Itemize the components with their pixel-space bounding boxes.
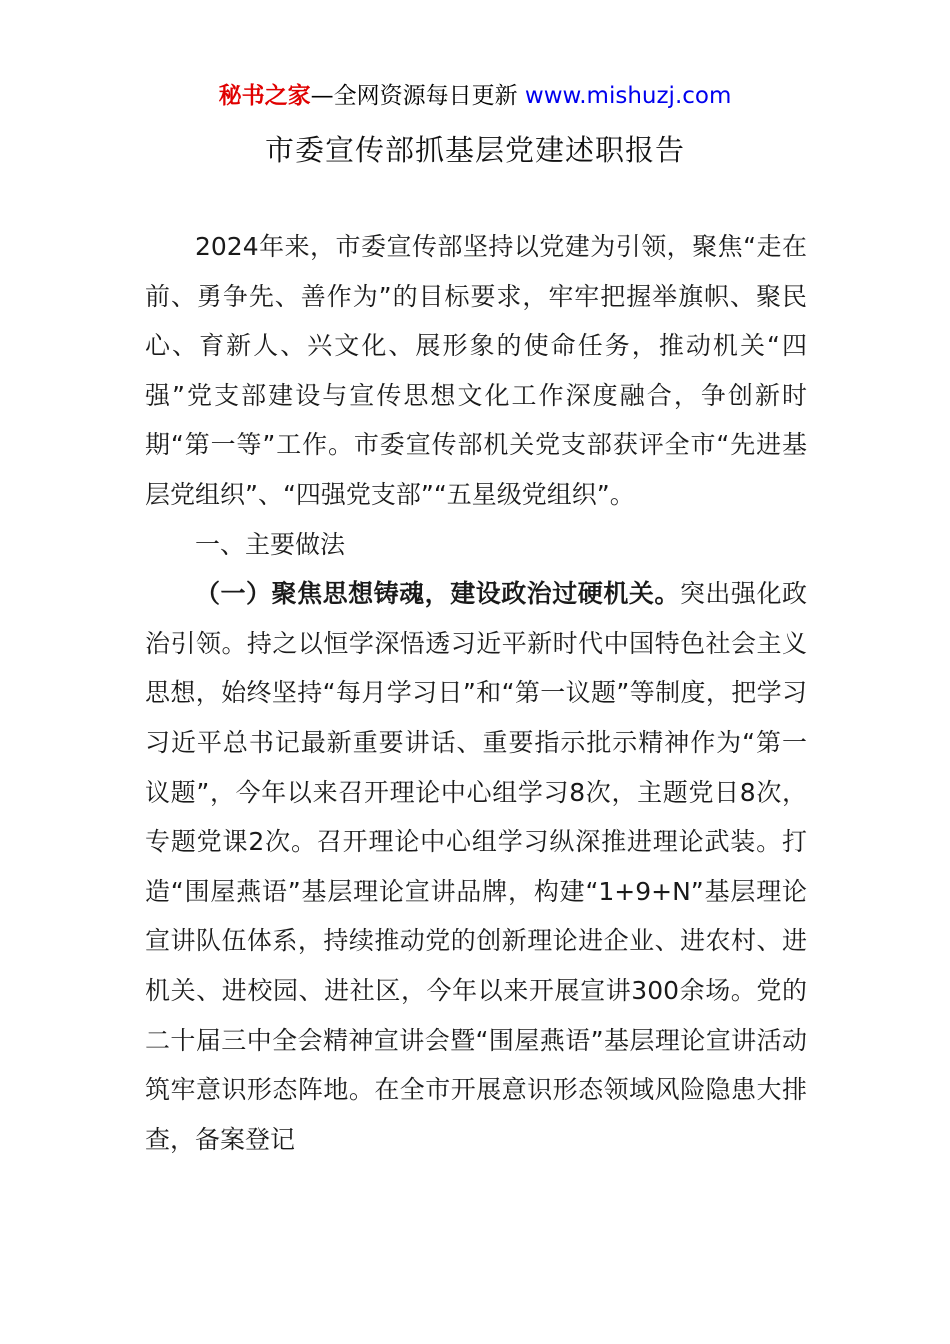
document-title: 市委宣传部抓基层党建述职报告 bbox=[264, 133, 685, 167]
site-url-link[interactable]: www.mishuzj.com bbox=[524, 83, 732, 109]
document-body bbox=[145, 222, 807, 1164]
site-tagline: —全网资源每日更新 bbox=[310, 83, 525, 109]
site-name: 秘书之家 bbox=[218, 83, 311, 109]
paragraph-text: 突出强化政治引领。持之以恒学深悟透习近平新时代中国特色社会主义思想，始终坚持“每月学习日”和“第一议题”等制度，把学习习近平总书记最新重要讲话、重要指示批示精神作为“第一议题”，今年以来召开理论中心组学习8次，主题党日8次，专题党课2次。召开理论中心组学习纵深推进理论武装。打造“围屋燕语”基层理论宣讲品牌，构建“1+9+N”基层理论宣讲队伍体系，持续推动党的创新理论进企业、进农村、进机关、进校园、进社区，今年以来开展宣讲300余场。党的二十届三中全会精神宣讲会暨“围屋燕语”基层理论宣讲活动筑牢意识形态阵地。在全市开展意识形态领域风险隐患大排查，备案登记 bbox=[145, 579, 807, 1154]
paragraph-text: 一、主要做法 bbox=[195, 529, 346, 559]
body-paragraph-intro bbox=[145, 222, 807, 520]
section-heading bbox=[145, 520, 807, 570]
paragraph-text: 2024年来，市委宣传部坚持以党建为引领，聚焦“走在前、勇争先、善作为”的目标要求，牢牢把握举旗帜、聚民心、育新人、兴文化、展形象的使命任务，推动机关“四强”党支部建设与宣传思想文化工作深度融合，争创新时期“第一等”工作。市委宣传部机关党支部获评全市“先进基层党组织”、“四强党支部”“五星级党组织”。 bbox=[145, 232, 807, 509]
body-paragraph-1 bbox=[145, 569, 807, 1164]
site-banner bbox=[0, 80, 950, 112]
paragraph-lead-bold: （一）聚焦思想铸魂，建设政治过硬机关。 bbox=[195, 579, 680, 609]
